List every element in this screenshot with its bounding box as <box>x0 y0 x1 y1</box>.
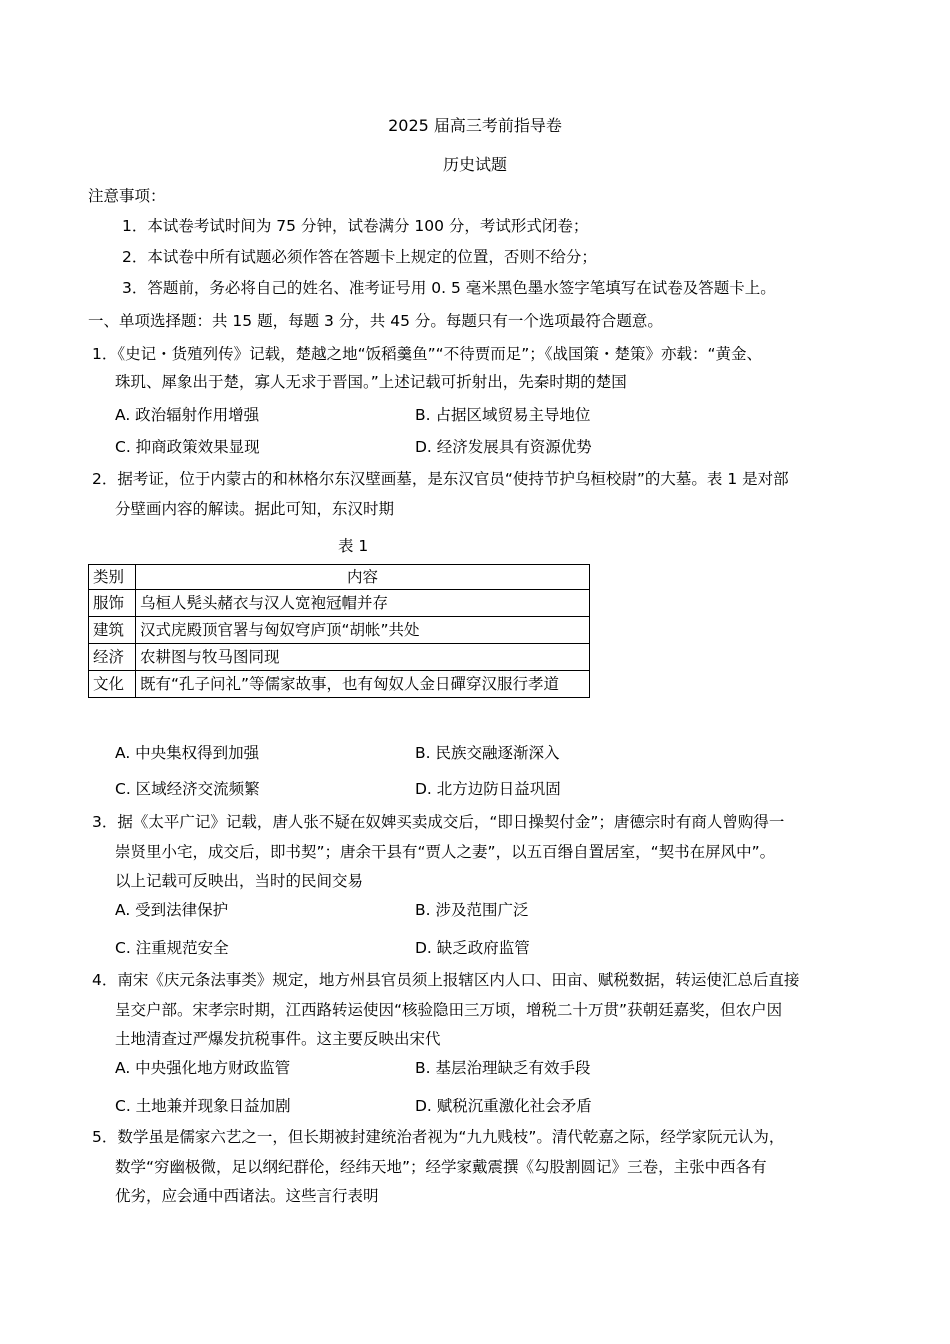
table-cell-category: 经济 <box>89 644 136 671</box>
notice-item: 2．本试卷中所有试题必须作答在答题卡上规定的位置，否则不给分； <box>122 248 597 266</box>
question-3-stem: 以上记载可反映出，当时的民间交易 <box>115 872 364 890</box>
table-caption: 表 1 <box>338 537 369 555</box>
table-cell-content: 汉式庑殿顶官署与匈奴穹庐顶“胡帐”共处 <box>136 617 590 644</box>
exam-title: 2025 届高三考前指导卷 <box>388 116 562 135</box>
question-1-option-d: D. 经济发展具有资源优势 <box>415 438 592 456</box>
table-row <box>89 671 590 698</box>
table-cell-category: 服饰 <box>89 590 136 617</box>
section-heading: 一、单项选择题：共 15 题，每题 3 分，共 45 分。每题只有一个选项最符合题意。 <box>88 312 663 330</box>
table-header-category: 类别 <box>89 565 136 590</box>
question-3-option-d: D. 缺乏政府监管 <box>415 939 530 957</box>
table-header-row <box>89 565 590 590</box>
question-1-option-c: C. 抑商政策效果显现 <box>115 438 260 456</box>
table-cell-category: 建筑 <box>89 617 136 644</box>
question-3-option-a: A. 受到法律保护 <box>115 901 229 919</box>
question-4-option-c: C. 土地兼并现象日益加剧 <box>115 1097 291 1115</box>
table-row <box>89 617 590 644</box>
question-3-option-c: C. 注重规范安全 <box>115 939 229 957</box>
question-5-stem: 5．数学虽是儒家六艺之一，但长期被封建统治者视为“九九贱枝”。清代乾嘉之际，经学家阮元认为， <box>92 1128 785 1146</box>
question-5-stem: 数学“穷幽极微，足以纲纪群伦，经纬天地”；经学家戴震撰《勾股割圆记》三卷，主张中西各有 <box>115 1158 767 1176</box>
question-4-option-a: A. 中央强化地方财政监管 <box>115 1059 291 1077</box>
table-row <box>89 644 590 671</box>
table-row <box>89 590 590 617</box>
question-2-stem: 分壁画内容的解读。据此可知，东汉时期 <box>115 500 395 518</box>
table-cell-category: 文化 <box>89 671 136 698</box>
question-4-stem: 4．南宋《庆元条法事类》规定，地方州县官员须上报辖区内人口、田亩、赋税数据，转运使汇总后直接 <box>92 971 800 989</box>
question-2-option-a: A. 中央集权得到加强 <box>115 744 260 762</box>
question-4-stem: 土地清查过严爆发抗税事件。这主要反映出宋代 <box>115 1030 441 1048</box>
exam-subtitle: 历史试题 <box>442 155 507 174</box>
question-4-option-b: B. 基层治理缺乏有效手段 <box>415 1059 591 1077</box>
question-1-stem: 1．《史记・货殖列传》记载，楚越之地“饭稻羹鱼”“不待贾而足”；《战国策・楚策》亦载：“黄金、 <box>92 345 763 363</box>
table-cell-content: 乌桓人髡头赭衣与汉人宽袍冠帽并存 <box>136 590 590 617</box>
question-1-option-a: A. 政治辐射作用增强 <box>115 406 260 424</box>
question-3-stem: 崇贤里小宅，成交后，即书契”；唐余干县有“贾人之妻”，以五百缗自置居室，“契书在屏风中”。 <box>115 843 776 861</box>
question-4-option-d: D. 赋税沉重激化社会矛盾 <box>415 1097 592 1115</box>
question-4-stem: 呈交户部。宋孝宗时期，江西路转运使因“核验隐田三万顷，增税二十万贯”获朝廷嘉奖，但农户因 <box>115 1001 783 1019</box>
question-3-option-b: B. 涉及范围广泛 <box>415 901 529 919</box>
question-2-option-c: C. 区域经济交流频繁 <box>115 780 260 798</box>
table-cell-content: 农耕图与牧马图同现 <box>136 644 590 671</box>
notice-item: 3．答题前，务必将自己的姓名、准考证号用 0. 5 毫米黑色墨水签字笔填写在试卷及答题卡上。 <box>122 279 776 297</box>
question-2-option-b: B. 民族交融逐渐深入 <box>415 744 560 762</box>
table-1 <box>88 564 590 698</box>
notice-heading: 注意事项： <box>88 187 166 205</box>
question-1-option-b: B. 占据区域贸易主导地位 <box>415 406 591 424</box>
question-2-stem: 2．据考证，位于内蒙古的和林格尔东汉壁画墓，是东汉官员“使持节护乌桓校尉”的大墓。表 1 是对部 <box>92 470 789 488</box>
question-2-option-d: D. 北方边防日益巩固 <box>415 780 561 798</box>
question-1-stem: 珠玑、犀象出于楚，寡人无求于晋国。”上述记载可折射出，先秦时期的楚国 <box>115 373 627 391</box>
table-cell-content: 既有“孔子问礼”等儒家故事，也有匈奴人金日磾穿汉服行孝道 <box>136 671 590 698</box>
question-5-stem: 优劣，应会通中西诸法。这些言行表明 <box>115 1187 379 1205</box>
notice-item: 1．本试卷考试时间为 75 分钟，试卷满分 100 分，考试形式闭卷； <box>122 217 589 235</box>
question-3-stem: 3．据《太平广记》记载，唐人张不疑在奴婢买卖成交后，“即日操契付金”；唐德宗时有商人曾购得一 <box>92 813 785 831</box>
table-header-content: 内容 <box>136 565 590 590</box>
